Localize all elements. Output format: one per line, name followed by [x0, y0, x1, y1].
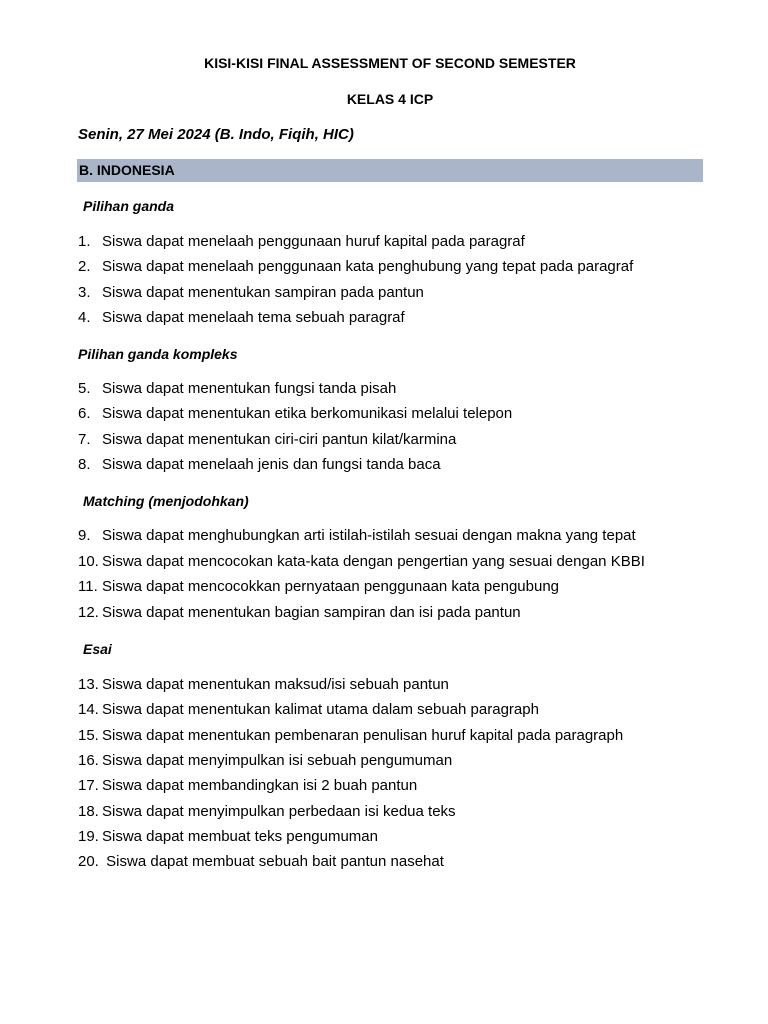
list-item	[78, 553, 645, 570]
item-number: 5.	[78, 380, 91, 397]
class-label: KELAS 4 ICP	[346, 91, 434, 107]
item-text: Siswa dapat menentukan etika berkomunikasi melalui telepon	[102, 405, 513, 422]
item-text: Siswa dapat menelaah jenis dan fungsi tanda baca	[102, 456, 441, 473]
item-number: 1.	[78, 233, 91, 250]
item-text: Siswa dapat menentukan kalimat utama dalam sebuah paragraph	[102, 701, 539, 718]
item-text: Siswa dapat menentukan maksud/isi sebuah pantun	[102, 676, 449, 693]
section-title: B. INDONESIA	[79, 162, 175, 178]
list-item	[78, 405, 512, 422]
list-item	[78, 777, 417, 794]
item-text: Siswa dapat menentukan bagian sampiran dan isi pada pantun	[102, 604, 521, 621]
list-item	[78, 676, 449, 693]
item-number: 19.	[78, 828, 99, 845]
item-number: 13.	[78, 676, 99, 693]
item-text: Siswa dapat menentukan sampiran pada pantun	[102, 284, 424, 301]
list-item	[78, 456, 441, 473]
item-number: 8.	[78, 456, 91, 473]
item-text: Siswa dapat membuat teks pengumuman	[102, 828, 378, 845]
item-text: Siswa dapat mencocokan kata-kata dengan pengertian yang sesuai dengan KBBI	[102, 553, 645, 570]
item-number: 6.	[78, 405, 91, 422]
item-number: 3.	[78, 284, 91, 301]
list-item	[78, 233, 525, 250]
list-item	[78, 380, 396, 397]
item-number: 16.	[78, 752, 99, 769]
item-number: 18.	[78, 803, 99, 820]
item-text: Siswa dapat menyimpulkan perbedaan isi kedua teks	[102, 803, 456, 820]
list-item	[78, 604, 521, 621]
list-item	[78, 853, 444, 870]
item-number: 14.	[78, 701, 99, 718]
item-text: Siswa dapat menyimpulkan isi sebuah pengumuman	[102, 752, 453, 769]
list-item	[78, 752, 452, 769]
list-item	[78, 527, 636, 544]
item-text: Siswa dapat menentukan ciri-ciri pantun kilat/karmina	[102, 431, 457, 448]
list-item	[78, 578, 559, 595]
document-title: KISI-KISI FINAL ASSESSMENT OF SECOND SEMESTER	[204, 55, 576, 71]
item-number: 4.	[78, 309, 91, 326]
list-item	[78, 309, 405, 326]
item-text: Siswa dapat menentukan fungsi tanda pisah	[102, 380, 397, 397]
list-item	[78, 258, 633, 275]
item-number: 12.	[78, 604, 99, 621]
item-text: Siswa dapat menelaah tema sebuah paragraf	[102, 309, 405, 326]
date-line: Senin, 27 Mei 2024 (B. Indo, Fiqih, HIC)	[78, 126, 354, 143]
list-item	[78, 828, 378, 845]
item-number: 10.	[78, 553, 99, 570]
group-heading-matching: Matching (menjodohkan)	[83, 493, 249, 509]
section-header-bar	[77, 159, 703, 182]
group-heading-pilihan-ganda-kompleks: Pilihan ganda kompleks	[78, 346, 238, 362]
item-number: 20.	[78, 853, 99, 870]
list-item	[78, 803, 456, 820]
list-item	[78, 727, 623, 744]
item-text: Siswa dapat menelaah penggunaan kata penghubung yang tepat pada paragraf	[102, 258, 634, 275]
item-number: 2.	[78, 258, 91, 275]
item-number: 7.	[78, 431, 91, 448]
item-text: Siswa dapat menentukan pembenaran penulisan huruf kapital pada paragraph	[102, 727, 624, 744]
item-number: 11.	[78, 578, 98, 595]
item-text: Siswa dapat menelaah penggunaan huruf kapital pada paragraf	[102, 233, 525, 250]
item-number: 15.	[78, 727, 99, 744]
item-text: Siswa dapat membuat sebuah bait pantun nasehat	[102, 853, 444, 870]
group-heading-esai: Esai	[83, 641, 112, 657]
list-item	[78, 431, 456, 448]
group-heading-pilihan-ganda: Pilihan ganda	[83, 198, 175, 214]
list-item	[78, 701, 539, 718]
item-number: 9.	[78, 527, 91, 544]
item-text: Siswa dapat membandingkan isi 2 buah pantun	[102, 777, 418, 794]
list-item	[78, 284, 424, 301]
item-text: Siswa dapat menghubungkan arti istilah-istilah sesuai dengan makna yang tepat	[102, 527, 636, 544]
item-text: Siswa dapat mencocokkan pernyataan penggunaan kata pengubung	[102, 578, 560, 595]
item-number: 17.	[78, 777, 99, 794]
